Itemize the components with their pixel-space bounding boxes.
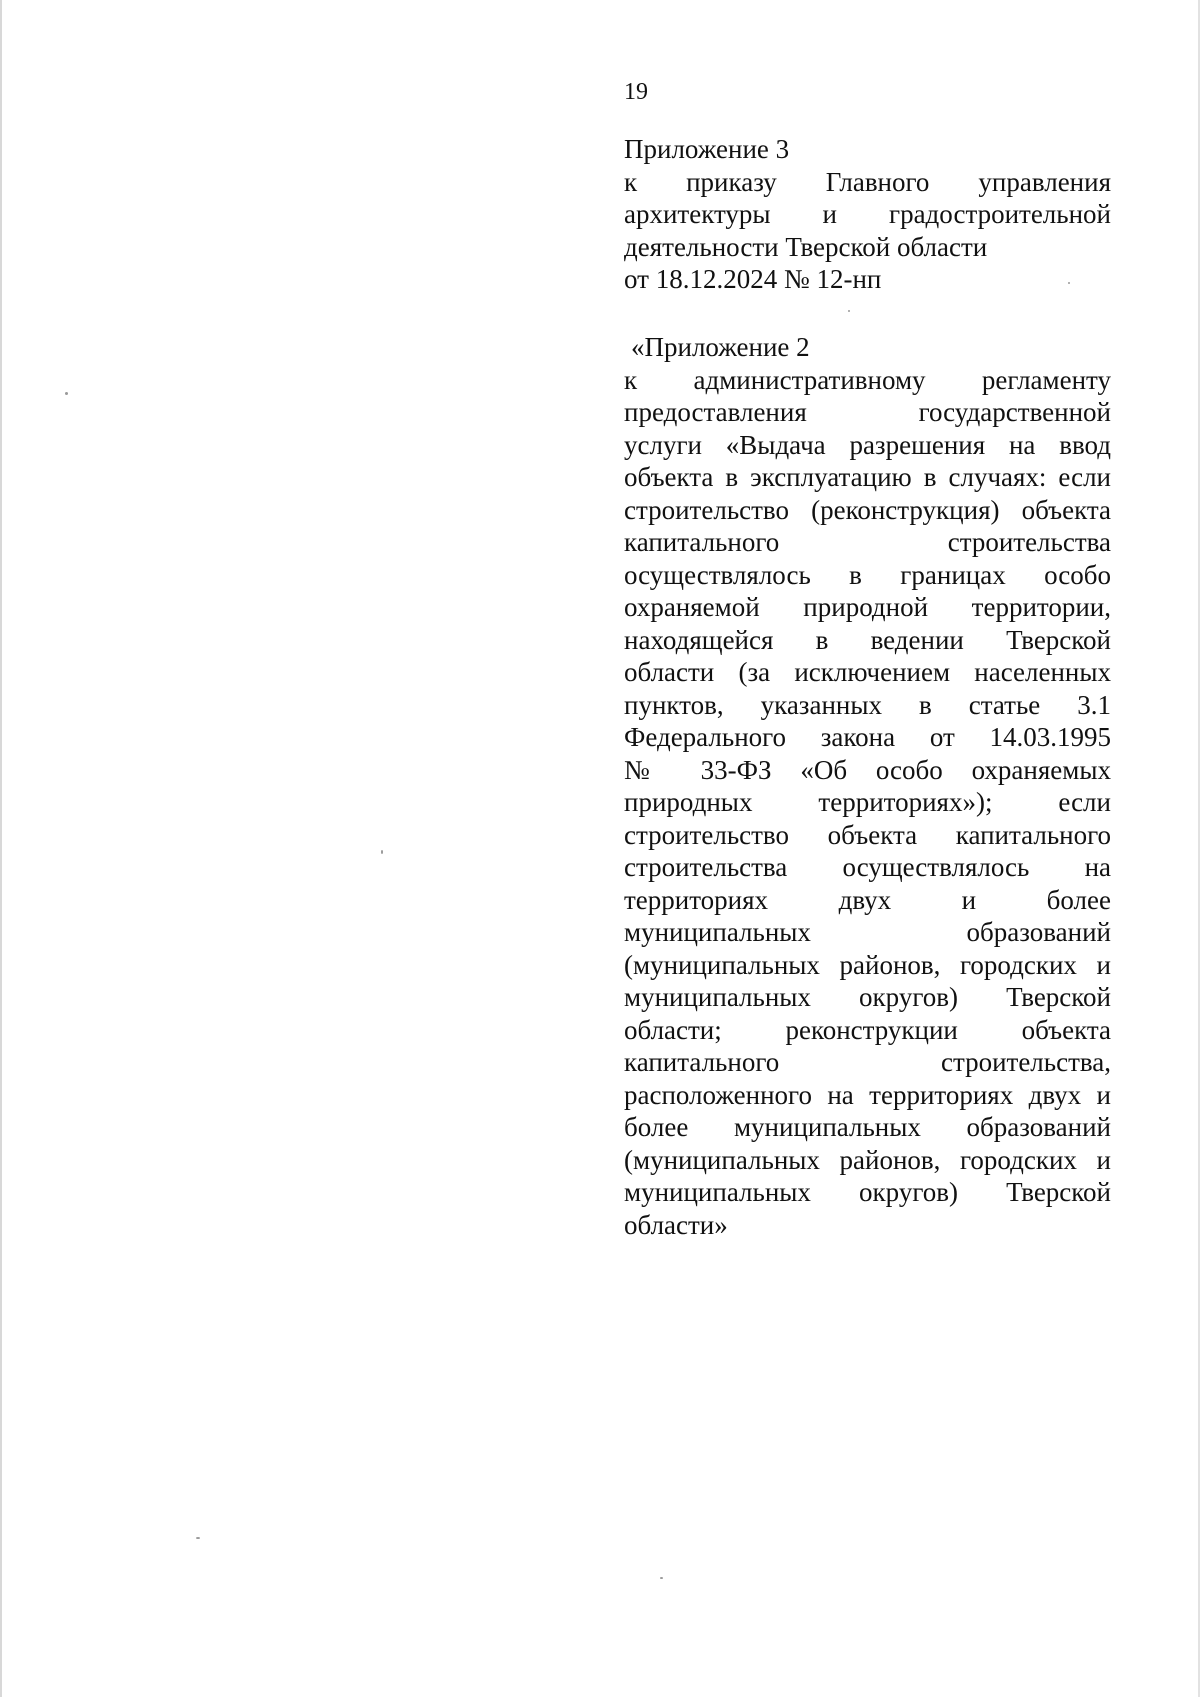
text-line: осуществлялось в границах особо	[624, 559, 1111, 590]
text-line: к приказу Главного управления	[624, 166, 1111, 197]
text-line: строительство (реконструкция) объекта	[624, 494, 1111, 525]
text-line: № 33-ФЗ «Об особо охраняемых	[624, 754, 1111, 785]
appendix-3-header	[624, 133, 1111, 296]
scan-edge-left	[0, 0, 2, 1697]
scan-speck	[660, 1577, 663, 1579]
text-line: муниципальных округов) Тверской	[624, 1177, 1111, 1207]
text-line: объекта в эксплуатацию в случаях: если	[624, 462, 1111, 492]
text-line: (муниципальных районов, городских и	[624, 1144, 1111, 1175]
appendix-2-header	[624, 331, 1111, 1241]
text-line: Приложение 3	[624, 134, 790, 164]
text-line: к административному регламенту	[624, 364, 1111, 395]
scan-speck	[196, 1537, 200, 1539]
scan-speck	[848, 310, 850, 312]
text-line: строительство объекта капитального	[624, 819, 1111, 850]
text-line: муниципальных округов) Тверской	[624, 982, 1111, 1012]
text-line: территориях двух и более	[624, 884, 1111, 915]
text-line: области»	[624, 1209, 728, 1240]
text-line: природных территориях»); если	[624, 787, 1111, 817]
text-line: услуги «Выдача разрешения на ввод	[624, 429, 1111, 460]
text-line: от 18.12.2024 № 12-нп	[624, 264, 882, 294]
text-line: более муниципальных образований	[624, 1112, 1111, 1142]
text-line: находящейся в ведении Тверской	[624, 624, 1111, 655]
text-line: Федерального закона от 14.03.1995	[624, 722, 1111, 752]
text-line: капитального строительства	[624, 527, 1111, 557]
text-line: предоставления государственной	[624, 397, 1111, 427]
text-line: области; реконструкции объекта	[624, 1014, 1111, 1045]
scan-speck	[1068, 282, 1070, 284]
scan-speck	[65, 392, 68, 395]
text-line: (муниципальных районов, городских и	[624, 949, 1111, 980]
text-line: архитектуры и градостроительной	[624, 199, 1111, 229]
text-line: расположенного на территориях двух и	[624, 1079, 1111, 1110]
text-line: капитального строительства,	[624, 1047, 1111, 1077]
page-number: 19	[624, 79, 648, 105]
scan-speck	[381, 850, 383, 854]
text-line: области (за исключением населенных	[624, 657, 1111, 687]
text-line: охраняемой природной территории,	[624, 592, 1111, 622]
text-line: деятельности Тверской области	[624, 231, 988, 262]
text-line: строительства осуществлялось на	[624, 852, 1111, 882]
text-line: муниципальных образований	[624, 917, 1111, 947]
text-line: пунктов, указанных в статье 3.1	[624, 689, 1111, 720]
text-line: «Приложение 2	[631, 332, 810, 362]
